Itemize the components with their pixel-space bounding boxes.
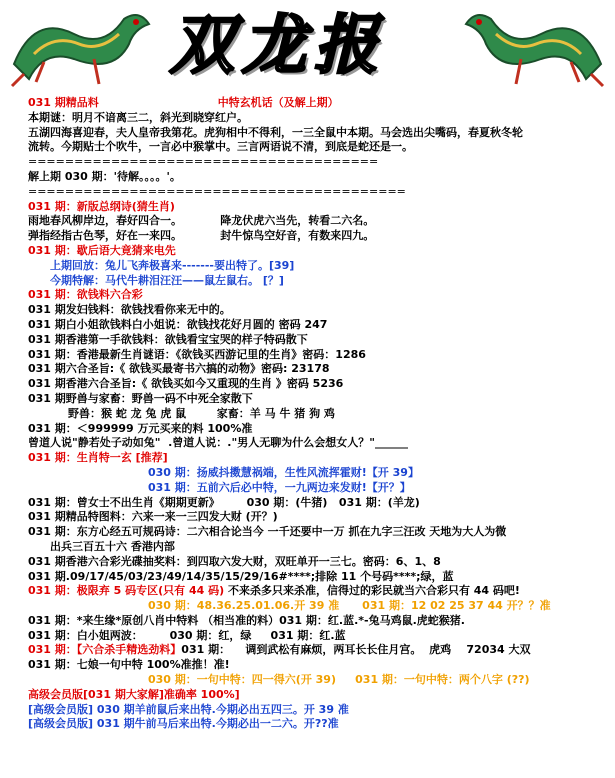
text-line: [28, 200, 608, 215]
text-segment: 031 期香港第一手欲钱料：欲钱看宝宝哭的样子特码散下: [28, 332, 308, 346]
text-line: [28, 584, 608, 599]
text-segment: =========================================: [28, 184, 406, 198]
text-line: [28, 540, 608, 555]
text-segment: 031 期：歇后语大竟猜来电先: [28, 243, 176, 257]
text-segment: 031 期六合圣旨:《 欲钱买最寄书六搞的动物》密码: 23178: [28, 362, 330, 376]
text-line: [28, 614, 608, 629]
text-line: [28, 259, 608, 274]
text-segment: 031 期香港六合圣旨:《 欲钱买如今又重现的生肖 》密码 5236: [28, 377, 344, 391]
text-line: [28, 244, 608, 259]
text-segment: 中特玄机话（及解上期）: [217, 96, 339, 109]
text-segment: 030 期：48.36.25.01.06.开 39 准 031 期：12 02 25 37 44 开？？准: [148, 599, 551, 613]
article-body: [28, 96, 608, 732]
text-line: [28, 673, 608, 688]
header-banner: [0, 0, 615, 96]
text-line: [28, 140, 608, 155]
text-segment: 031 期：【六合杀手精选劲料】: [28, 643, 182, 657]
text-line: [28, 392, 608, 407]
text-segment: [高级会员版] 030 期羊前鼠后来出特.今期必出五四三。开 39 准: [28, 702, 349, 716]
text-line: [28, 407, 608, 422]
text-segment: 031 期：欲钱料六合彩: [28, 288, 143, 302]
text-segment: 031 期：白小姐两波： 030 期：红，绿 031 期：红.蓝: [28, 628, 346, 642]
text-segment: 031 期： 调到武松有麻烦，两耳长长住月宫。 虎鸡 72034 大双: [181, 643, 531, 657]
text-segment: 031 期：*来生缘*原创八肖中特料 （相当准的料）031 期：红.蓝.*-兔马鸡鼠.虎蛇猴猪.: [28, 613, 465, 627]
text-line: [28, 111, 608, 126]
text-line: [28, 303, 608, 318]
text-line: [28, 126, 608, 141]
text-line: [28, 436, 608, 451]
dragon-left-icon: [4, 4, 154, 92]
text-line: [28, 703, 608, 718]
text-segment: [99, 96, 218, 109]
text-line: [28, 274, 608, 289]
text-segment: 031 期：香港最新生肖谜语：《欲钱买西游记里的生肖》密码：1286: [28, 347, 366, 361]
text-segment: 野兽：猴 蛇 龙 兔 虎 鼠 家畜：羊 马 牛 猪 狗 鸡: [68, 406, 335, 420]
text-line: [28, 555, 608, 570]
text-segment: 不来杀多只来杀准，信得过的彩民就当六合彩只有 44 码吧!: [224, 584, 520, 598]
text-line: [28, 96, 608, 111]
dragon-right-icon: [461, 4, 611, 92]
text-segment: 031 期：七娘一句中特 100%准推！准!: [28, 658, 230, 672]
text-line: [28, 658, 608, 673]
text-segment: 031 期：五前六后必中特，一九两边来发财!【开？】: [148, 480, 411, 494]
text-segment: 上期回放：兔儿飞奔极喜来-------要出特了。[39]: [50, 258, 295, 272]
text-line: [28, 451, 608, 466]
text-segment: 031 期：新版总纲诗(猜生肖): [28, 199, 175, 213]
text-line: [28, 496, 608, 511]
text-segment: 031 期发妇钱料：欲钱找看你来无中的。: [28, 303, 231, 317]
text-line: [28, 481, 608, 496]
text-line: [28, 629, 608, 644]
text-line: [28, 333, 608, 348]
text-segment: 031 期精品料: [28, 96, 99, 109]
text-segment: [高级会员版] 031 期牛前马后来出特.今期必出一二六。开??准: [28, 717, 339, 731]
text-line: [28, 318, 608, 333]
page-title: 双龙报: [170, 8, 386, 83]
text-segment: ======================================: [28, 155, 379, 169]
text-line: [28, 688, 608, 703]
text-line: [28, 525, 608, 540]
text-segment: 031 期：东方心经五可规码诗：二六相合论当今 一千还要中一万 抓在九字三汪改 天地为大人为微: [28, 525, 507, 539]
text-line: [28, 362, 608, 377]
text-segment: 雨地春风柳岸边，春好四合一。 降龙伏虎六当先，转看二六名。: [28, 214, 375, 228]
text-line: [28, 288, 608, 303]
text-line: [28, 643, 608, 658]
text-line: [28, 377, 608, 392]
text-segment: 030 期：扬威抖擞慧祸端，生性风流挥霍财!【开 39】: [148, 465, 419, 479]
text-segment: 031 期：生肖特一玄 [推荐]: [28, 451, 168, 465]
text-line: [28, 717, 608, 732]
text-segment: 031 期：＜999999 万元买来的料 100%准: [28, 421, 253, 435]
text-segment: 出兵三百五十六 香港内部: [50, 539, 175, 553]
text-line: [28, 214, 608, 229]
text-line: [28, 510, 608, 525]
text-line: [28, 348, 608, 363]
text-line: [28, 422, 608, 437]
text-segment: 曾道人说"静若处子动如兔" .曾道人说：."男人无聊为什么会想女人？"______: [28, 436, 408, 450]
text-segment: 031 期：曾女士不出生肖《期期更新》 030 期：(牛猪) 031 期：(羊龙): [28, 495, 420, 509]
text-segment: 高级会员版[031 期大家解]准确率 100%]: [28, 687, 240, 701]
text-segment: 流转。今期贴士个吹牛，一言必中猴掌中。三言两语说不清，到底是蛇还是一。: [28, 140, 413, 154]
text-line: [28, 185, 608, 200]
text-line: [28, 229, 608, 244]
text-line: [28, 570, 608, 585]
text-segment: 解上期 030 期：'待解。。。。'。: [28, 169, 181, 183]
text-segment: 031 期精品特图料：六来一来一三四发大财 (开？): [28, 510, 278, 524]
text-segment: 五湖四海喜迎春，夫人皇帝我第花。虎狗相中不得利，一三全鼠中本期。马会选出尖嘴码，春夏秋冬轮: [28, 125, 523, 139]
text-line: [28, 599, 608, 614]
text-segment: 031 期：极限弃 5 码专区(只有 44 码): [28, 584, 225, 598]
text-segment: 031 期白小姐欲钱料白小姐说：欲钱找花好月圆的 密码 247: [28, 317, 328, 331]
text-segment: 本期谜：明月不谙离三二，斜光到晓穿红户。: [28, 110, 248, 124]
text-line: [28, 170, 608, 185]
text-segment: 031 期.09/17/45/03/23/49/14/35/15/29/16#****;排除 11 个号码****;绿，蓝: [28, 569, 454, 583]
text-line: [28, 155, 608, 170]
text-segment: 031 期香港六合彩光碟抽奖料：到四取六发大财，双旺单开一三七。密码：6、1、8: [28, 554, 441, 568]
text-segment: 031 期野兽与家畜：野兽一码不中死全家散下: [28, 391, 253, 405]
text-line: [28, 466, 608, 481]
text-segment: 弹指经指古色琴，好在一来四。 封牛惊鸟空好音，有数来四九。: [28, 229, 375, 243]
text-segment: 今期特解：马代牛耕泪汪汪——鼠左鼠右。 [？]: [50, 273, 284, 287]
text-segment: 030 期：一句中特：四一得六(开 39) 031 期：一句中特：两个八字 (??): [148, 673, 530, 687]
